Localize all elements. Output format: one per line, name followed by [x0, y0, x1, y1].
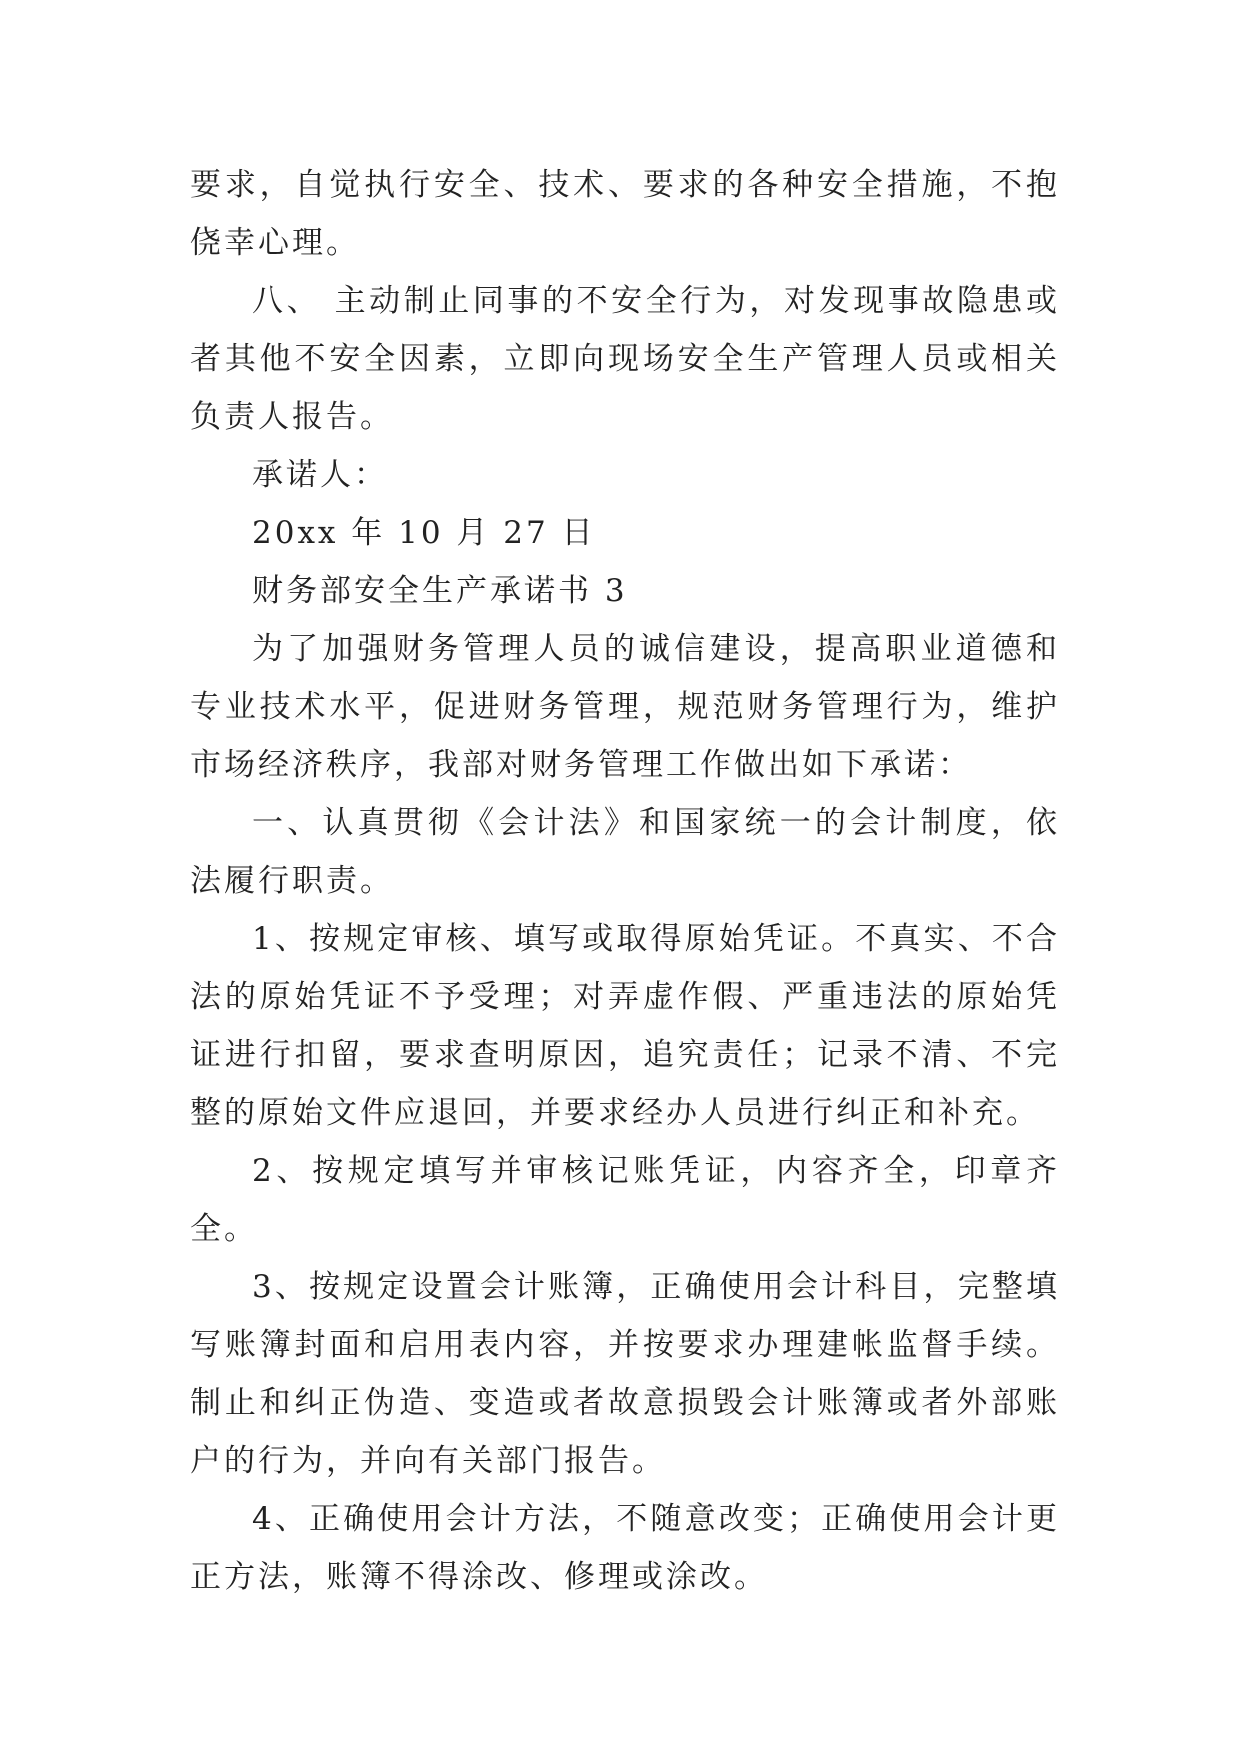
- promisor-label: 承诺人：: [252, 457, 388, 493]
- paragraph-subitem-2: 2、按规定填写并审核记账凭证，内容齐全，印章齐全。: [190, 1153, 1060, 1247]
- paragraph-subitem-4: 4、正确使用会计方法，不随意改变；正确使用会计更正方法，账簿不得涂改、修理或涂改。: [190, 1501, 1060, 1595]
- paragraph-item-eight: 八、 主动制止同事的不安全行为，对发现事故隐患或者其他不安全因素，立即向现场安全生产管理人员或相关负责人报告。: [190, 283, 1060, 435]
- section-title: 财务部安全生产承诺书 3: [252, 573, 628, 609]
- paragraph-subitem-1: 1、按规定审核、填写或取得原始凭证。不真实、不合法的原始凭证不予受理；对弄虚作假、严重违法的原始凭证进行扣留，要求查明原因，追究责任；记录不清、不完整的原始文件应退回，并要求经办人员进行纠正和补充。: [190, 921, 1060, 1131]
- paragraph-continuation: 要求，自觉执行安全、技术、要求的各种安全措施，不抱侥幸心理。: [190, 167, 1060, 261]
- paragraph-item-one: 一、认真贯彻《会计法》和国家统一的会计制度，依法履行职责。: [190, 805, 1060, 899]
- document-page: [190, 156, 1060, 1606]
- paragraph-intro: 为了加强财务管理人员的诚信建设，提高职业道德和专业技术水平，促进财务管理，规范财务管理行为，维护市场经济秩序，我部对财务管理工作做出如下承诺：: [190, 631, 1060, 783]
- promise-date: 20xx 年 10 月 27 日: [252, 515, 596, 551]
- paragraph-subitem-3: 3、按规定设置会计账簿，正确使用会计科目，完整填写账簿封面和启用表内容，并按要求办理建帐监督手续。制止和纠正伪造、变造或者故意损毁会计账簿或者外部账户的行为，并向有关部门报告。: [190, 1269, 1060, 1479]
